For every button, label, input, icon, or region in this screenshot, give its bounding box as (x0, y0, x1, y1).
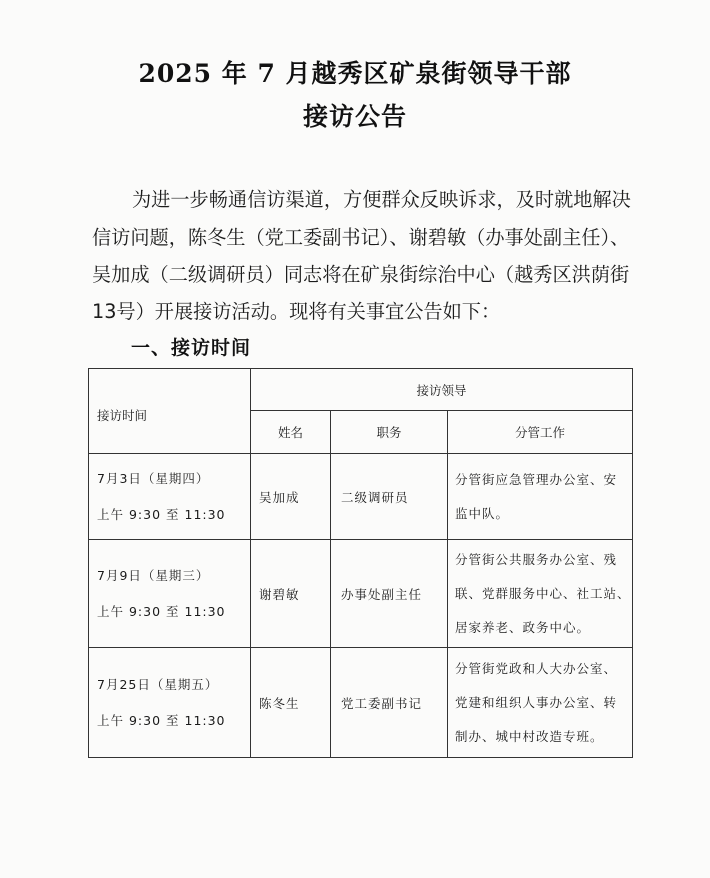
header-leader-cell (251, 369, 633, 411)
row-time: 上午 9:30 至 11:30 (97, 506, 226, 522)
intro-line-2: 信访问题，陈冬生（党工委副书记）、谢碧敏（办事处副主任）、 (92, 226, 630, 249)
document-title-line-1: 2025 年 7 月越秀区矿泉街领导干部 (138, 59, 572, 88)
schedule-table (88, 368, 633, 758)
header-name: 姓名 (251, 411, 331, 454)
intro-line-1: 为进一步畅通信访渠道，方便群众反映诉求，及时就地解决 (132, 188, 631, 211)
row-duty-line: 党建和组织人事办公室、转 (455, 694, 618, 710)
table-row (89, 540, 633, 648)
time-cell (89, 454, 251, 540)
row-name: 谢碧敏 (251, 540, 331, 648)
row-duty-line: 分管街公共服务办公室、残 (455, 551, 618, 567)
document-title-line-2: 接访公告 (302, 102, 407, 131)
row-duty-line: 分管街党政和人大办公室、 (455, 660, 618, 676)
header-time: 接访时间 (97, 408, 148, 423)
intro-line-3: 吴加成（二级调研员）同志将在矿泉街综治中心（越秀区洪荫街 (92, 263, 630, 286)
header-leader: 接访领导 (416, 382, 467, 398)
row-duty-line: 制办、城中村改造专班。 (455, 728, 604, 744)
row-duty-line: 居家养老、政务中心。 (455, 619, 591, 635)
table-row (89, 648, 633, 758)
header-position: 职务 (331, 411, 448, 454)
table-row (89, 454, 633, 540)
header-time-cell (89, 369, 251, 454)
duty-cell (448, 648, 633, 758)
row-duty-line: 监中队。 (455, 505, 510, 521)
row-position: 二级调研员 (331, 454, 448, 540)
row-time: 上午 9:30 至 11:30 (97, 603, 226, 619)
row-time: 上午 9:30 至 11:30 (97, 712, 226, 728)
row-date: 7月3日（星期四） (97, 470, 210, 486)
intro-line-4: 13号）开展接访活动。现将有关事宜公告如下： (92, 300, 501, 323)
row-duty-line: 联、党群服务中心、社工站、 (455, 585, 631, 601)
time-cell (89, 540, 251, 648)
section-heading: 一、接访时间 (131, 337, 252, 359)
table-header-row (89, 369, 633, 411)
duty-cell (448, 540, 633, 648)
row-position: 党工委副书记 (331, 648, 448, 758)
row-duty-line: 分管街应急管理办公室、安 (455, 471, 618, 487)
time-cell (89, 648, 251, 758)
row-name: 陈冬生 (251, 648, 331, 758)
row-position: 办事处副主任 (331, 540, 448, 648)
row-date: 7月25日（星期五） (97, 676, 219, 692)
row-name: 吴加成 (251, 454, 331, 540)
header-duty: 分管工作 (448, 411, 633, 454)
row-date: 7月9日（星期三） (97, 567, 210, 583)
duty-cell (448, 454, 633, 540)
